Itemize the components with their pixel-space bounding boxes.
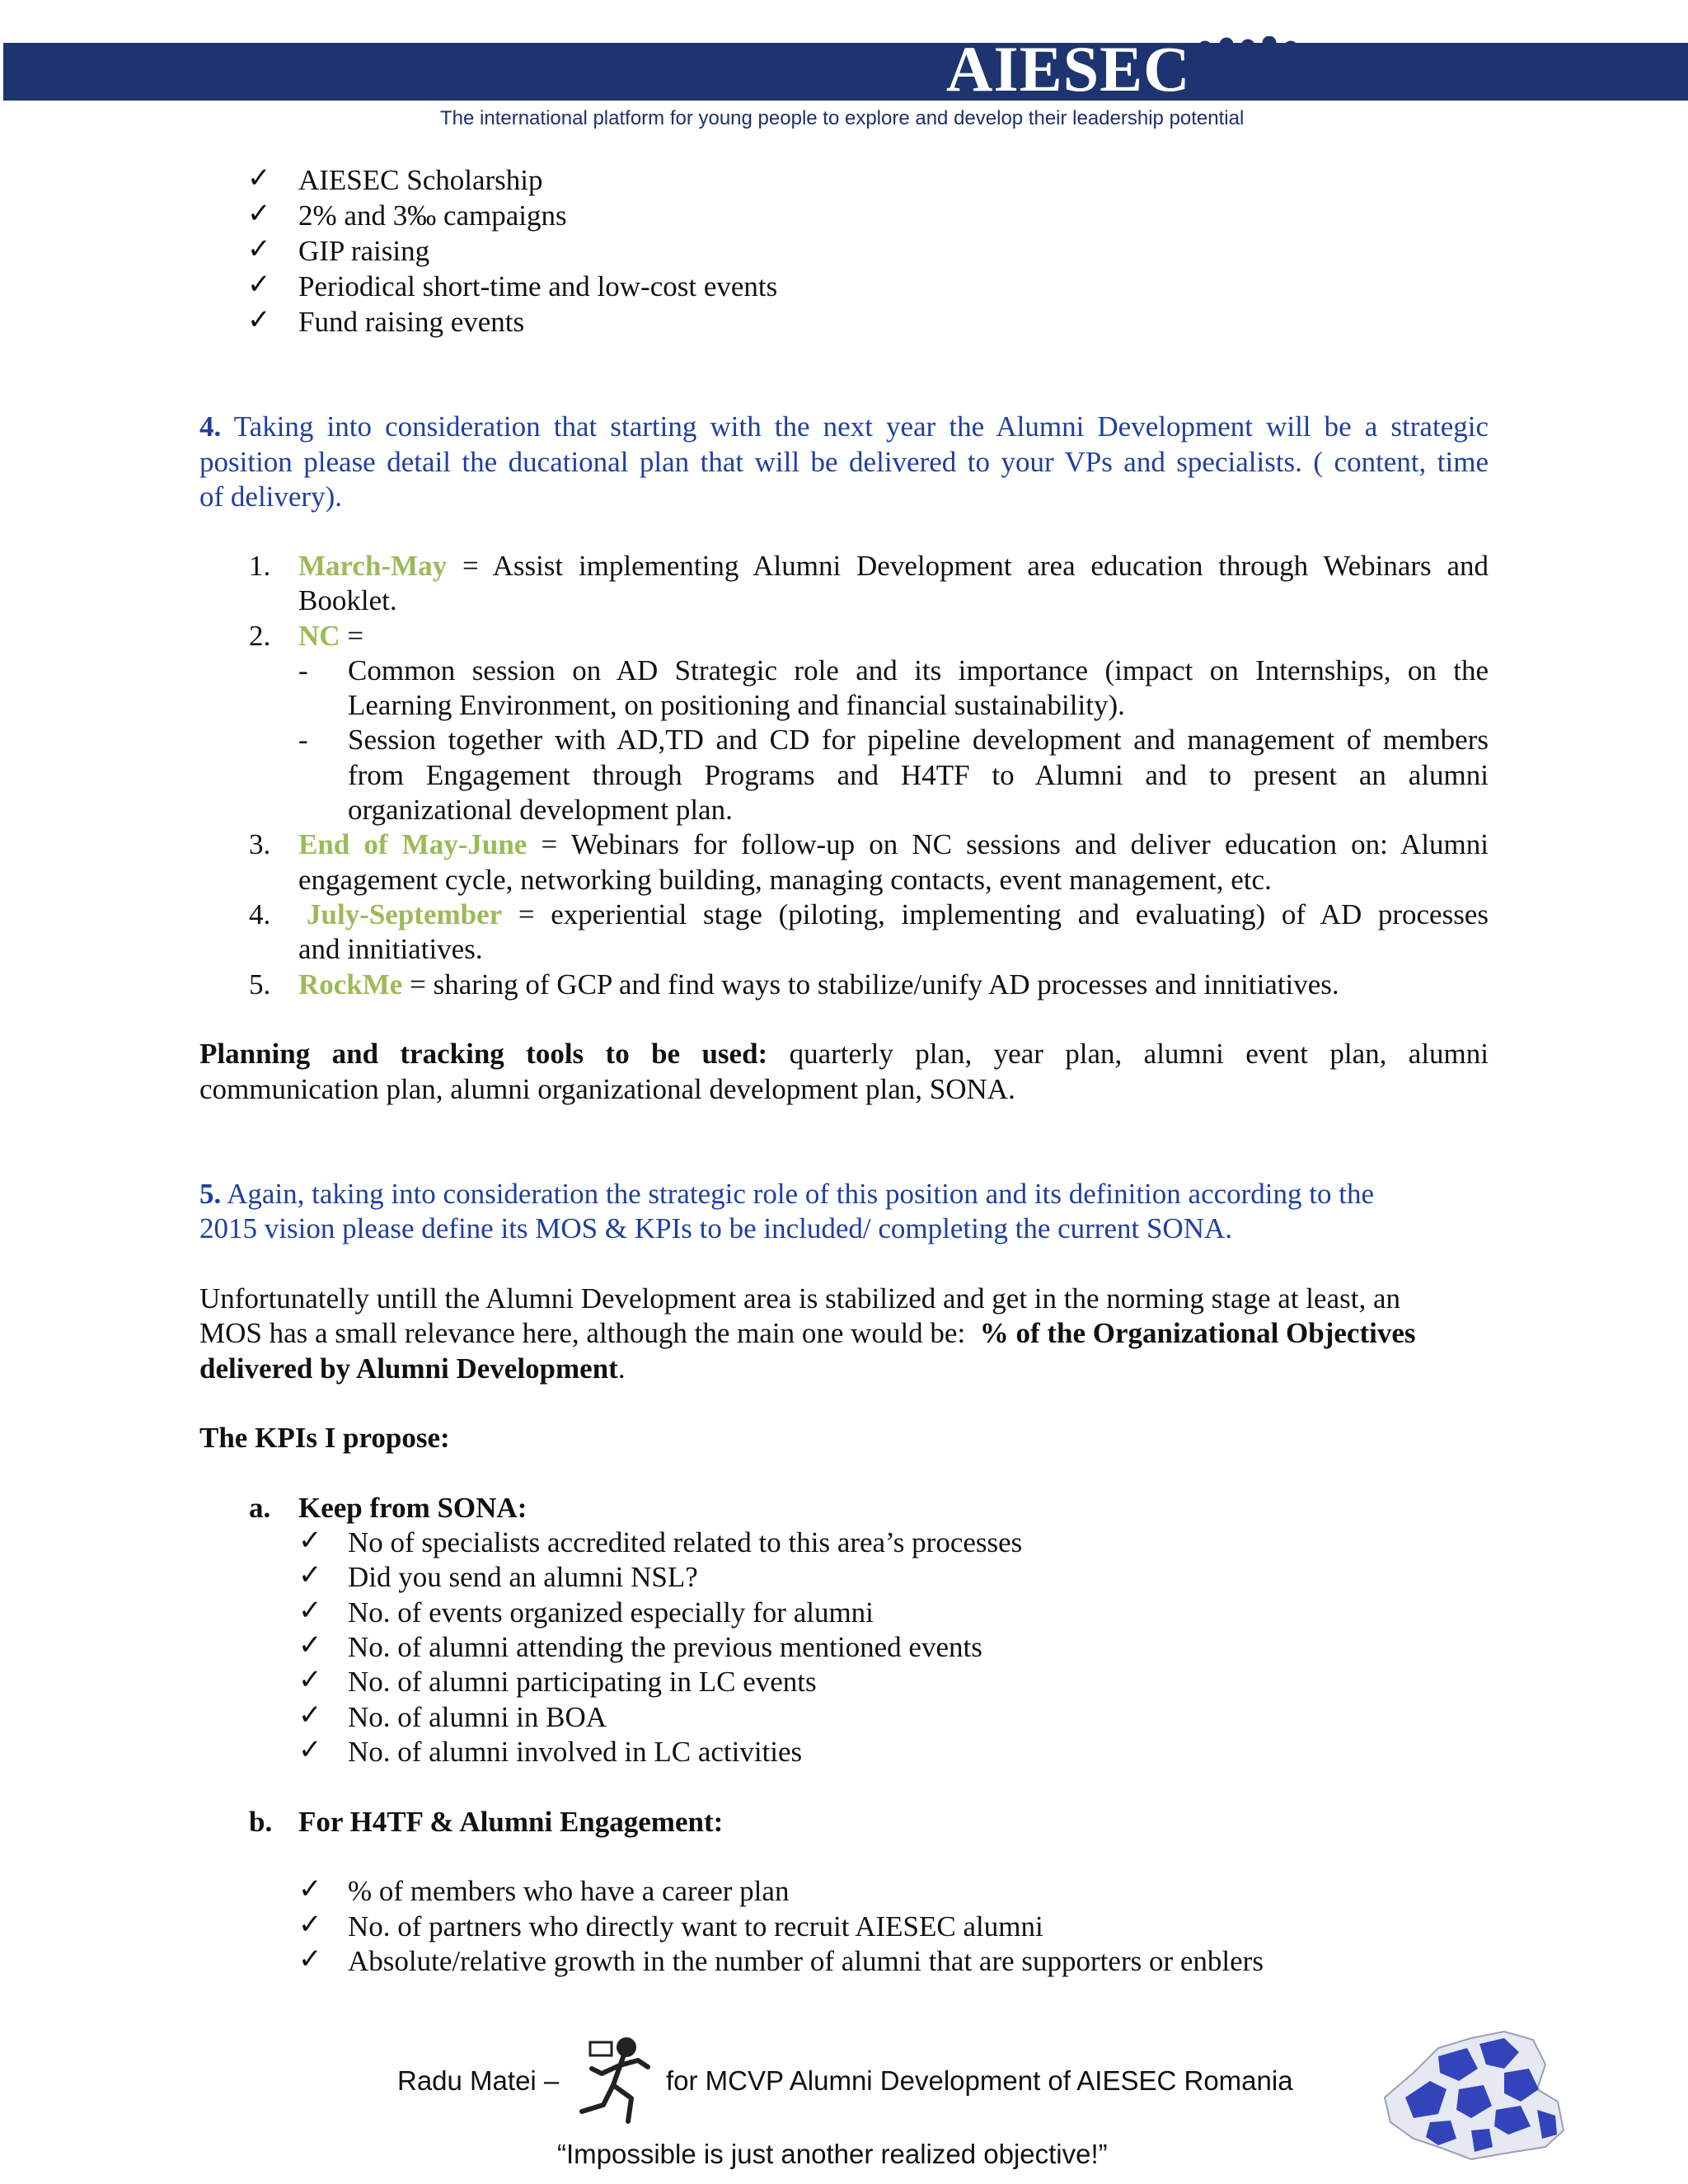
checkmark-icon: ✓ (298, 1700, 322, 1731)
list-item: 2% and 3‰ campaigns (298, 199, 567, 232)
logo-text: AIESEC (946, 33, 1191, 105)
list-item-continued: and innitiatives. (298, 933, 483, 965)
mos-paragraph-continued: MOS has a small relevance here, although the main one would be: % of the Organizational Objectives (199, 1317, 1416, 1349)
checkmark-icon: ✓ (247, 163, 271, 194)
section-letter: b. (249, 1806, 273, 1838)
list-item: No. of partners who directly want to recruit AIESEC alumni (348, 1910, 1043, 1943)
section-b-title: For H4TF & Alumni Engagement: (298, 1806, 724, 1838)
checkmark-icon: ✓ (247, 305, 271, 335)
checkmark-icon: ✓ (298, 1526, 322, 1556)
dash-bullet: - (298, 654, 308, 687)
footer-quote: “Impossible is just another realized objective!” (557, 2139, 1108, 2169)
list-item: GIP raising (298, 235, 430, 267)
mos-paragraph-continued: delivered by Alumni Development. (199, 1352, 626, 1385)
checkmark-icon: ✓ (298, 1910, 322, 1940)
checkmark-icon: ✓ (298, 1874, 322, 1905)
item-number: 1. (249, 550, 271, 582)
sub-item: Common session on AD Strategic role and its importance (impact on Internships, on the (348, 654, 1489, 687)
checkmark-icon: ✓ (298, 1560, 322, 1591)
running-man-icon (574, 2036, 656, 2135)
kpi-heading: The KPIs I propose: (199, 1422, 450, 1454)
checkmark-icon: ✓ (247, 199, 271, 229)
question-4-line: position please detail the ducational plan that will be delivered to your VPs and specialists. ( content, time (199, 446, 1489, 478)
list-item: No. of events organized especially for alumni (348, 1596, 874, 1629)
footer-role: for MCVP Alumni Development of AIESEC Romania (666, 2065, 1293, 2096)
list-item: % of members who have a career plan (348, 1875, 790, 1907)
question-5-line: 5. Again, taking into consideration the strategic role of this position and its definition according to the (199, 1178, 1374, 1210)
checkmark-icon: ✓ (298, 1630, 322, 1661)
list-item: No. of alumni involved in LC activities (348, 1736, 803, 1768)
question-number: 5. (199, 1178, 222, 1210)
sub-item: Session together with AD,TD and CD for pipeline development and management of members (348, 724, 1489, 756)
running-people-icon (1195, 36, 1302, 102)
dash-bullet: - (298, 724, 308, 756)
tagline: The international platform for young people to explore and develop their leadership potential (440, 107, 1245, 129)
checkmark-icon: ✓ (247, 269, 271, 300)
question-4-line: of delivery). (199, 480, 342, 513)
romania-map-icon (1381, 2023, 1570, 2163)
tools-paragraph-continued: communication plan, alumni organizational development plan, SONA. (199, 1073, 1015, 1105)
list-item: Fund raising events (298, 306, 525, 338)
aiesec-logo (946, 33, 1302, 105)
tools-paragraph: Planning and tracking tools to be used: quarterly plan, year plan, alumni event plan, alumni (199, 1038, 1489, 1070)
list-item: No. of alumni in BOA (348, 1701, 607, 1733)
sub-item-continued: Learning Environment, on positioning and financial sustainability). (348, 689, 1125, 721)
checkmark-icon: ✓ (298, 1665, 322, 1695)
checkmark-icon: ✓ (247, 234, 271, 265)
checkmark-icon: ✓ (298, 1735, 322, 1765)
section-letter: a. (249, 1492, 271, 1524)
list-item: NC = (298, 620, 364, 652)
list-item: No of specialists accredited related to this area’s processes (348, 1526, 1023, 1558)
item-number: 3. (249, 828, 271, 860)
list-item: March-May = Assist implementing Alumni Development area education through Webinars and (298, 550, 1489, 582)
footer-name: Radu Matei – (397, 2065, 560, 2096)
item-number: 5. (249, 968, 271, 1001)
list-item: No. of alumni attending the previous mentioned events (348, 1631, 982, 1663)
checkmark-icon: ✓ (298, 1944, 322, 1975)
sub-item-continued: from Engagement through Programs and H4TF to Alumni and to present an alumni (348, 759, 1489, 791)
list-item: Did you send an alumni NSL? (348, 1561, 698, 1593)
question-5-line: 2015 vision please define its MOS & KPIs to be included/ completing the current SONA. (199, 1212, 1233, 1244)
mos-paragraph: Unfortunatelly untill the Alumni Development area is stabilized and get in the norming stage at least, an (199, 1282, 1400, 1315)
list-item: AIESEC Scholarship (298, 164, 543, 196)
item-number: 2. (249, 620, 271, 652)
list-item: RockMe = sharing of GCP and find ways to stabilize/unify AD processes and innitiatives. (298, 968, 1339, 1001)
section-a-title: Keep from SONA: (298, 1492, 528, 1524)
list-item: No. of alumni participating in LC events (348, 1666, 817, 1698)
sub-item-continued: organizational development plan. (348, 794, 733, 826)
list-item-continued: Booklet. (298, 584, 397, 616)
list-item: Absolute/relative growth in the number of alumni that are supporters or enblers (348, 1945, 1264, 1977)
list-item: End of May-June = Webinars for follow-up on NC sessions and deliver education on: Alumni (298, 828, 1489, 860)
item-number: 4. (249, 898, 271, 930)
list-item-continued: engagement cycle, networking building, managing contacts, event management, etc. (298, 864, 1272, 896)
question-number: 4. (199, 410, 222, 443)
question-4-line: 4. Taking into consideration that starting with the next year the Alumni Development will be a strategic (199, 410, 1489, 443)
list-item: Periodical short-time and low-cost events (298, 270, 778, 302)
header-bar (3, 43, 1688, 101)
checkmark-icon: ✓ (298, 1596, 322, 1626)
list-item: July-September = experiential stage (piloting, implementing and evaluating) of AD processes (307, 898, 1489, 930)
